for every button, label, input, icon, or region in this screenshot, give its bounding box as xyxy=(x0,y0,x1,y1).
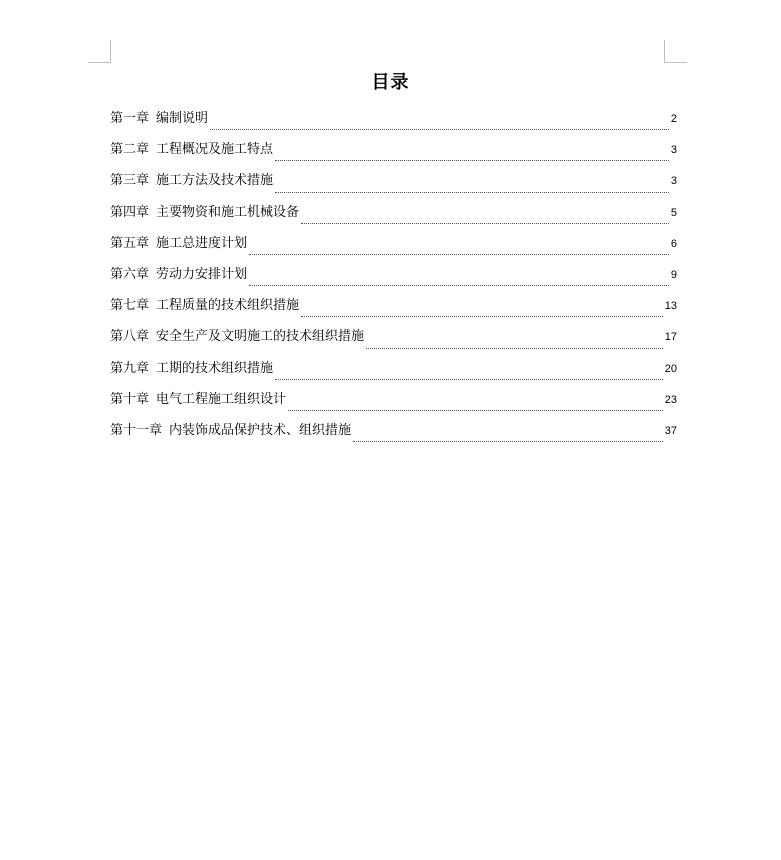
toc-entry[interactable] xyxy=(110,139,677,170)
toc-entry-heading: 主要物资和施工机械设备 xyxy=(156,204,300,220)
toc-entry[interactable] xyxy=(110,326,677,357)
toc-entry-heading: 编制说明 xyxy=(156,111,209,126)
toc-entry-page-number: 37 xyxy=(664,424,677,437)
toc-entry-chapter: 第五章 xyxy=(110,235,150,251)
toc-entry[interactable] xyxy=(110,358,677,389)
toc-entry-page-number: 20 xyxy=(664,362,677,375)
toc-entry[interactable] xyxy=(110,295,677,326)
toc-list xyxy=(110,108,677,451)
toc-entry-heading: 劳动力安排计划 xyxy=(156,266,248,282)
toc-entry-heading: 安全生产及文明施工的技术组织措施 xyxy=(156,329,365,345)
toc-entry[interactable] xyxy=(110,264,677,295)
page-corner-mark-top-left xyxy=(88,40,111,63)
toc-entry[interactable] xyxy=(110,389,677,420)
toc-entry[interactable] xyxy=(110,170,677,201)
toc-entry-page-number: 23 xyxy=(664,393,677,406)
toc-entry-page-number: 5 xyxy=(670,206,677,219)
toc-entry-heading: 工程质量的技术组织措施 xyxy=(156,298,300,314)
toc-entry[interactable] xyxy=(110,420,677,451)
toc-entry-leader xyxy=(366,348,663,349)
toc-entry-leader xyxy=(353,441,663,442)
toc-entry-chapter: 第八章 xyxy=(110,329,150,345)
toc-entry-chapter: 第九章 xyxy=(110,360,150,376)
toc-entry-leader xyxy=(249,254,669,255)
toc-entry-chapter: 第七章 xyxy=(110,298,150,314)
toc-entry-chapter: 第二章 xyxy=(110,142,150,158)
toc-entry-leader xyxy=(275,192,669,193)
toc-entry-leader xyxy=(275,379,663,380)
toc-entry-leader xyxy=(301,223,669,224)
toc-entry-chapter: 第十一章 xyxy=(110,422,163,438)
toc-entry-page-number: 2 xyxy=(670,113,677,125)
toc-entry-heading: 内装饰成品保护技术、组织措施 xyxy=(169,422,352,438)
toc-entry-leader xyxy=(249,285,669,286)
toc-entry-chapter: 第四章 xyxy=(110,204,150,220)
toc-entry-chapter: 第三章 xyxy=(110,173,150,189)
page-corner-mark-top-right xyxy=(664,40,687,63)
toc-entry[interactable] xyxy=(110,202,677,233)
toc-entry[interactable] xyxy=(110,108,677,139)
toc-entry-leader xyxy=(275,160,669,161)
toc-entry-page-number: 9 xyxy=(670,268,677,281)
toc-entry-leader xyxy=(301,316,663,317)
toc-entry[interactable] xyxy=(110,233,677,264)
toc-entry-page-number: 3 xyxy=(670,144,677,157)
toc-entry-heading: 施工方法及技术措施 xyxy=(156,173,274,189)
toc-entry-chapter: 第一章 xyxy=(110,111,150,126)
toc-entry-heading: 电气工程施工组织设计 xyxy=(156,391,287,407)
toc-entry-page-number: 3 xyxy=(670,175,677,188)
toc-entry-heading: 施工总进度计划 xyxy=(156,235,248,251)
toc-entry-page-number: 6 xyxy=(670,237,677,250)
toc-entry-heading: 工程概况及施工特点 xyxy=(156,142,274,158)
toc-entry-page-number: 17 xyxy=(664,331,677,344)
toc-entry-chapter: 第十章 xyxy=(110,391,150,407)
toc-entry-chapter: 第六章 xyxy=(110,266,150,282)
toc-title: 目录 xyxy=(371,72,410,93)
toc-entry-leader xyxy=(210,129,669,130)
toc-entry-heading: 工期的技术组织措施 xyxy=(156,360,274,376)
toc-entry-page-number: 13 xyxy=(664,300,677,313)
toc-entry-leader xyxy=(288,410,663,411)
